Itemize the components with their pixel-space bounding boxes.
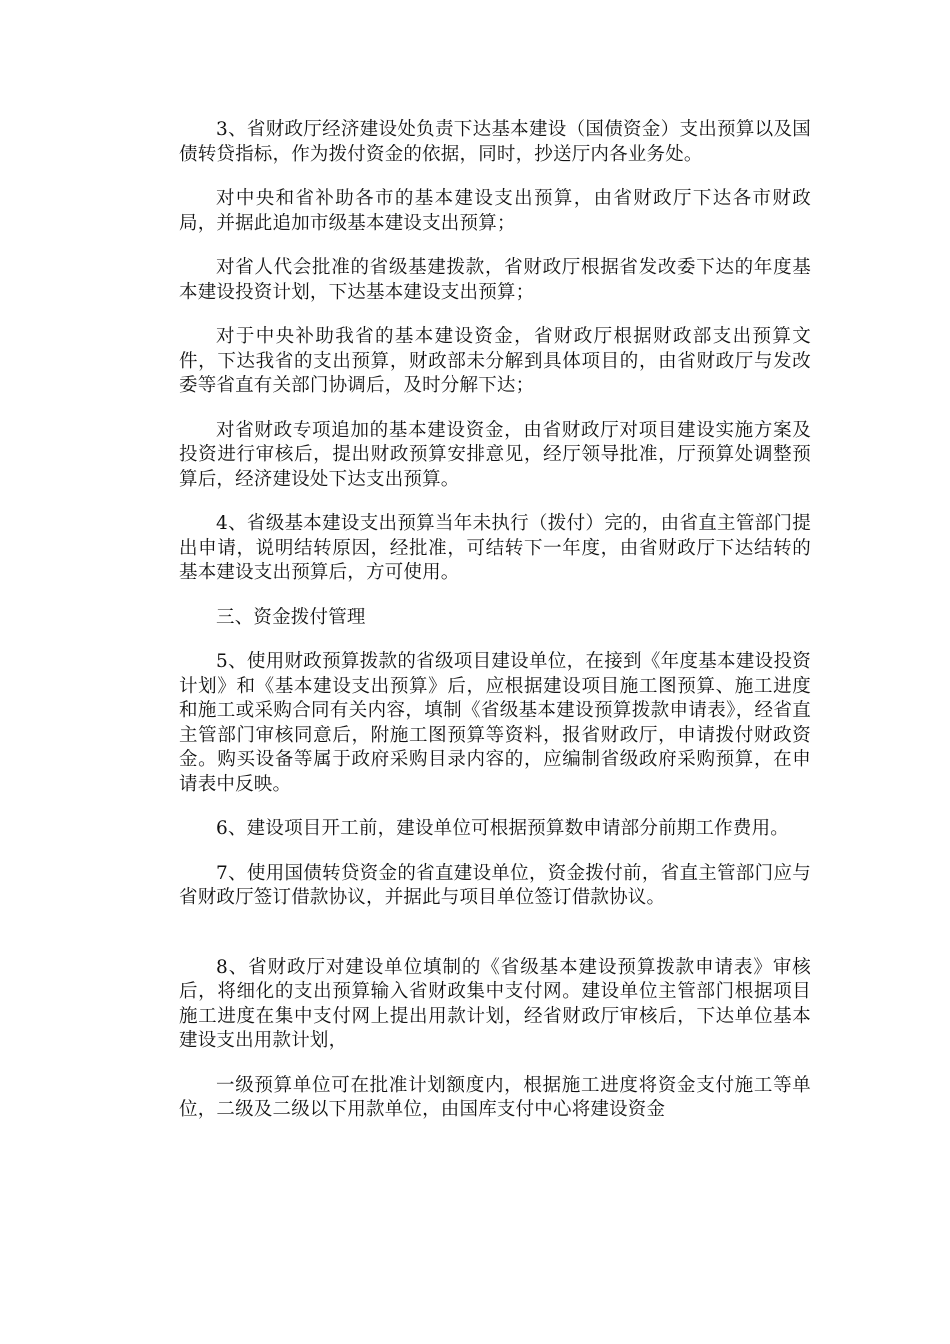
- paragraph-special-funds: 对省财政专项追加的基本建设资金，由省财政厅对项目建设实施方案及投资进行审核后，提出财政预算安排意见，经厅领导批准，厅预算处调整预算后，经济建设处下达支出预算。: [179, 419, 811, 490]
- paragraph-first-level-unit: 一级预算单位可在批准计划额度内，根据施工进度将资金支付施工等单位，二级及二级以下用款单位，由国库支付中心将建设资金: [179, 1074, 811, 1120]
- paragraph-central-subsidy: 对中央和省补助各市的基本建设支出预算，由省财政厅下达各市财政局，并据此追加市级基本建设支出预算；: [179, 188, 811, 234]
- section-heading: 三、资金拨付管理: [216, 606, 366, 628]
- paragraph-4: 4、省级基本建设支出预算当年未执行（拨付）完的，由省直主管部门提出申请，说明结转原因，经批准，可结转下一年度，由省财政厅下达结转的基本建设支出预算后，方可使用。: [179, 513, 811, 583]
- paragraph-6: 6、建设项目开工前，建设单位可根据预算数申请部分前期工作费用。: [216, 818, 789, 839]
- paragraph-3: 3、省财政厅经济建设处负责下达基本建设（国债资金）支出预算以及国债转贷指标，作为拨付资金的依据，同时，抄送厅内各业务处。: [179, 119, 811, 165]
- paragraph-8: 8、省财政厅对建设单位填制的《省级基本建设预算拨款申请表》审核后，将细化的支出预算输入省财政集中支付网。建设单位主管部门根据项目施工进度在集中支付网上提出用款计划，经省财政厅审核后，下达单位基本建设支出用款计划，: [179, 956, 811, 1051]
- paragraph-central-funds: 对于中央补助我省的基本建设资金，省财政厅根据财政部支出预算文件，下达我省的支出预算，财政部未分解到具体项目的，由省财政厅与发改委等省直有关部门协调后，及时分解下达；: [179, 326, 811, 396]
- paragraph-7: 7、使用国债转贷资金的省直建设单位，资金拨付前，省直主管部门应与省财政厅签订借款协议，并据此与项目单位签订借款协议。: [179, 862, 811, 908]
- document-page: [179, 118, 811, 1143]
- paragraph-provincial-congress: 对省人代会批准的省级基建拨款，省财政厅根据省发改委下达的年度基本建设投资计划，下达基本建设支出预算；: [179, 257, 811, 303]
- paragraph-5: 5、使用财政预算拨款的省级项目建设单位，在接到《年度基本建设投资计划》和《基本建设支出预算》后，应根据建设项目施工图预算、施工进度和施工或采购合同有关内容，填制《省级基本建设预算拨款申请表》，经省直主管部门审核同意后，附施工图预算等资料，报省财政厅，申请拨付财政资金。购买设备等属于政府采购目录内容的，应编制省级政府采购预算，在申请表中反映。: [179, 651, 811, 795]
